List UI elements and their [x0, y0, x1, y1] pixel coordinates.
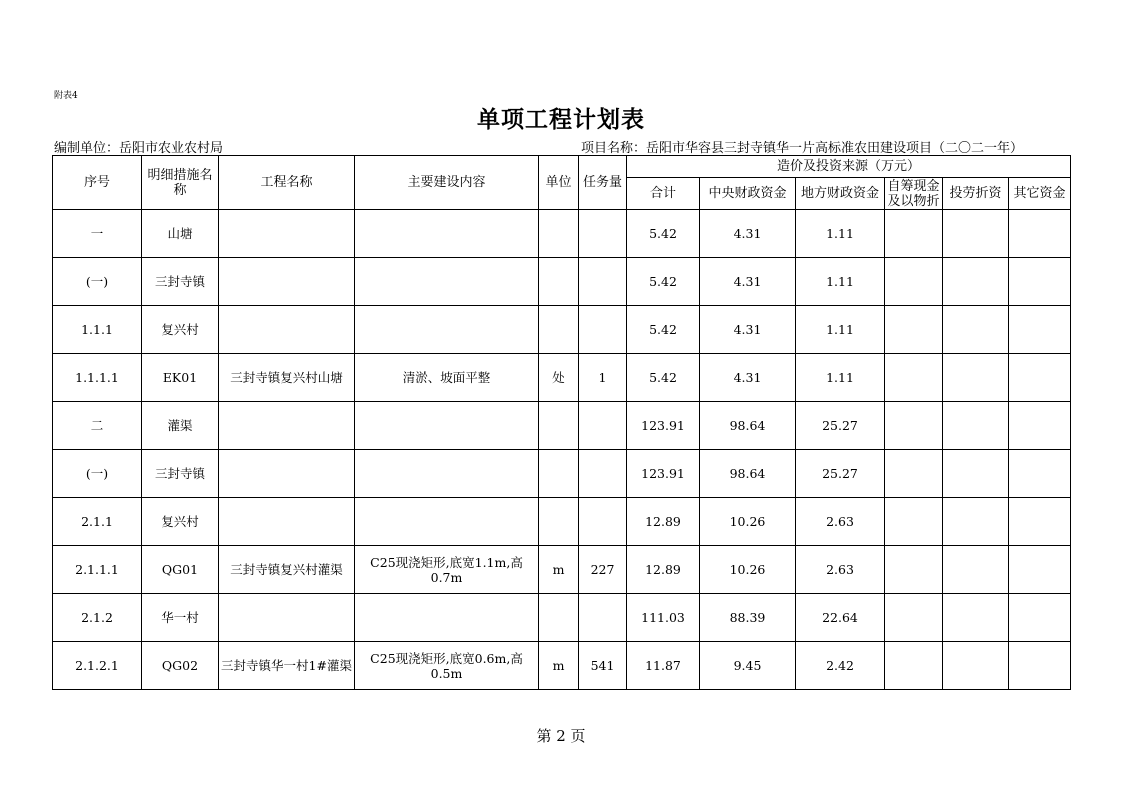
cell-measure: 华一村: [142, 594, 219, 642]
cell-local: 1.11: [796, 306, 885, 354]
cell-local: 1.11: [796, 258, 885, 306]
cell-seq: 一: [53, 210, 142, 258]
cell-labor: [943, 450, 1009, 498]
cell-labor: [943, 642, 1009, 690]
cell-local: 2.63: [796, 498, 885, 546]
cell-seq: 2.1.1.1: [53, 546, 142, 594]
cell-unit: m: [539, 642, 579, 690]
cell-measure: EK01: [142, 354, 219, 402]
cell-measure: 灌渠: [142, 402, 219, 450]
cell-total: 123.91: [627, 402, 700, 450]
cell-self: [885, 450, 943, 498]
header-self: 自筹现金及以物折: [885, 178, 943, 210]
cell-name: [219, 594, 355, 642]
table-header: [53, 156, 1071, 210]
cell-unit: [539, 402, 579, 450]
cell-qty: [579, 594, 627, 642]
cell-unit: [539, 306, 579, 354]
cell-total: 12.89: [627, 546, 700, 594]
cell-total: 5.42: [627, 354, 700, 402]
cell-seq: 2.1.2.1: [53, 642, 142, 690]
cell-labor: [943, 498, 1009, 546]
cell-local: 2.42: [796, 642, 885, 690]
cell-content: 清淤、坡面平整: [355, 354, 539, 402]
header-central: 中央财政资金: [700, 178, 796, 210]
cell-self: [885, 354, 943, 402]
cell-central: 98.64: [700, 450, 796, 498]
cell-content: [355, 498, 539, 546]
cell-name: [219, 258, 355, 306]
cell-unit: 处: [539, 354, 579, 402]
cell-labor: [943, 258, 1009, 306]
cell-local: 25.27: [796, 402, 885, 450]
cell-name: 三封寺镇华一村1#灌渠: [219, 642, 355, 690]
cell-seq: 二: [53, 402, 142, 450]
cell-labor: [943, 402, 1009, 450]
cell-name: [219, 402, 355, 450]
cell-central: 10.26: [700, 498, 796, 546]
cell-qty: 541: [579, 642, 627, 690]
cell-central: 4.31: [700, 354, 796, 402]
cell-total: 5.42: [627, 306, 700, 354]
table-row: [53, 210, 1071, 258]
cell-other: [1009, 642, 1071, 690]
cell-name: [219, 210, 355, 258]
cell-local: 1.11: [796, 354, 885, 402]
header-local: 地方财政资金: [796, 178, 885, 210]
cell-central: 4.31: [700, 210, 796, 258]
cell-total: 111.03: [627, 594, 700, 642]
header-qty: 任务量: [579, 156, 627, 210]
cell-seq: (一): [53, 258, 142, 306]
cell-content: C25现浇矩形,底宽1.1m,高0.7m: [355, 546, 539, 594]
table-row: [53, 306, 1071, 354]
cell-other: [1009, 450, 1071, 498]
header-total: 合计: [627, 178, 700, 210]
cell-unit: [539, 258, 579, 306]
page-number: 第 2 页: [536, 727, 586, 745]
cell-measure: 复兴村: [142, 498, 219, 546]
cell-other: [1009, 354, 1071, 402]
cell-content: [355, 306, 539, 354]
cell-total: 5.42: [627, 210, 700, 258]
cell-labor: [943, 594, 1009, 642]
cell-central: 88.39: [700, 594, 796, 642]
cell-qty: [579, 498, 627, 546]
page-title: 单项工程计划表: [477, 106, 645, 133]
table-row: [53, 642, 1071, 690]
cell-qty: [579, 402, 627, 450]
cell-self: [885, 306, 943, 354]
cell-qty: [579, 306, 627, 354]
cell-total: 11.87: [627, 642, 700, 690]
header-unit: 单位: [539, 156, 579, 210]
cell-seq: 1.1.1: [53, 306, 142, 354]
cell-other: [1009, 594, 1071, 642]
cell-labor: [943, 546, 1009, 594]
table-row: [53, 546, 1071, 594]
cell-seq: 2.1.2: [53, 594, 142, 642]
header-other: 其它资金: [1009, 178, 1071, 210]
cell-qty: [579, 450, 627, 498]
cell-central: 4.31: [700, 306, 796, 354]
cell-qty: [579, 258, 627, 306]
cell-content: [355, 210, 539, 258]
project-name: 项目名称：岳阳市华容县三封寺镇华一片高标准农田建设项目（二〇二一年）: [581, 141, 1024, 156]
cell-local: 2.63: [796, 546, 885, 594]
cell-content: [355, 402, 539, 450]
header-content: 主要建设内容: [355, 156, 539, 210]
cell-total: 12.89: [627, 498, 700, 546]
cell-measure: QG02: [142, 642, 219, 690]
cell-self: [885, 402, 943, 450]
cell-total: 123.91: [627, 450, 700, 498]
cell-self: [885, 546, 943, 594]
cell-self: [885, 642, 943, 690]
cell-unit: m: [539, 546, 579, 594]
attachment-label: 附表4: [54, 91, 78, 101]
cell-unit: [539, 594, 579, 642]
cell-total: 5.42: [627, 258, 700, 306]
plan-table: [52, 155, 1071, 690]
table-body: [53, 210, 1071, 690]
cell-measure: 山塘: [142, 210, 219, 258]
cell-self: [885, 210, 943, 258]
header-name: 工程名称: [219, 156, 355, 210]
cell-name: [219, 498, 355, 546]
table-row: [53, 594, 1071, 642]
cell-content: [355, 594, 539, 642]
cell-central: 10.26: [700, 546, 796, 594]
cell-qty: 1: [579, 354, 627, 402]
cell-name: 三封寺镇复兴村灌渠: [219, 546, 355, 594]
cell-name: [219, 306, 355, 354]
cell-other: [1009, 402, 1071, 450]
cell-unit: [539, 450, 579, 498]
cell-self: [885, 498, 943, 546]
cell-local: 25.27: [796, 450, 885, 498]
header-measure: 明细措施名称: [142, 156, 219, 210]
table-row: [53, 258, 1071, 306]
cell-labor: [943, 354, 1009, 402]
cell-unit: [539, 210, 579, 258]
cell-measure: QG01: [142, 546, 219, 594]
cell-measure: 三封寺镇: [142, 450, 219, 498]
cell-content: [355, 450, 539, 498]
cell-labor: [943, 306, 1009, 354]
table-row: [53, 450, 1071, 498]
cell-other: [1009, 306, 1071, 354]
header-labor: 投劳折资: [943, 178, 1009, 210]
header-cost-group: 造价及投资来源（万元）: [627, 156, 1071, 178]
cell-labor: [943, 210, 1009, 258]
cell-central: 98.64: [700, 402, 796, 450]
cell-other: [1009, 210, 1071, 258]
cell-qty: 227: [579, 546, 627, 594]
cell-other: [1009, 498, 1071, 546]
cell-name: 三封寺镇复兴村山塘: [219, 354, 355, 402]
cell-name: [219, 450, 355, 498]
header-seq: 序号: [53, 156, 142, 210]
table-row: [53, 498, 1071, 546]
cell-self: [885, 594, 943, 642]
cell-content: [355, 258, 539, 306]
table-row: [53, 354, 1071, 402]
cell-content: C25现浇矩形,底宽0.6m,高0.5m: [355, 642, 539, 690]
cell-self: [885, 258, 943, 306]
cell-local: 1.11: [796, 210, 885, 258]
cell-measure: 复兴村: [142, 306, 219, 354]
cell-seq: (一): [53, 450, 142, 498]
cell-seq: 2.1.1: [53, 498, 142, 546]
cell-other: [1009, 546, 1071, 594]
cell-seq: 1.1.1.1: [53, 354, 142, 402]
cell-unit: [539, 498, 579, 546]
cell-central: 4.31: [700, 258, 796, 306]
compiling-unit: 编制单位：岳阳市农业农村局: [54, 141, 224, 156]
cell-central: 9.45: [700, 642, 796, 690]
cell-other: [1009, 258, 1071, 306]
table-row: [53, 402, 1071, 450]
cell-local: 22.64: [796, 594, 885, 642]
cell-measure: 三封寺镇: [142, 258, 219, 306]
cell-qty: [579, 210, 627, 258]
